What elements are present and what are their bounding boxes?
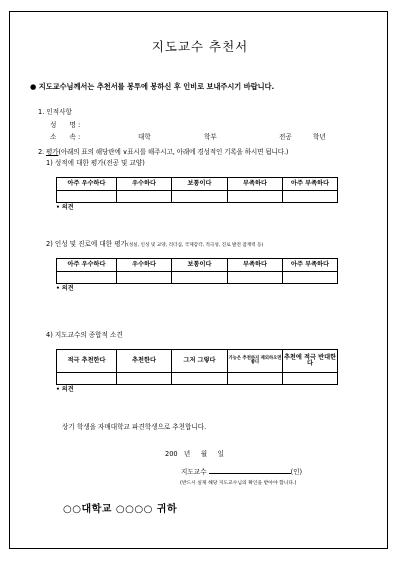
- character-check-average[interactable]: [172, 272, 228, 284]
- date-year: 200: [165, 450, 178, 458]
- seal-mark: (인): [290, 468, 303, 476]
- grades-col-very-poor: 아주 부족하다: [283, 178, 338, 191]
- recommend-col-oppose: 추천에 적극 반대한다: [283, 350, 338, 373]
- grades-check-poor[interactable]: [228, 191, 283, 203]
- name-label: 성 명 :: [50, 121, 81, 129]
- sub2-heading: [46, 238, 263, 248]
- grades-check-very-good[interactable]: [57, 191, 117, 203]
- grades-col-very-good: 아주 우수하다: [57, 178, 117, 191]
- character-check-poor[interactable]: [228, 272, 283, 284]
- recommend-col-strongly: 적극 추천한다: [57, 350, 117, 373]
- affiliation-year: 학년: [313, 133, 326, 141]
- date-month-unit: 월: [200, 450, 208, 458]
- recommend-col-recommend: 추천한다: [117, 350, 172, 373]
- recommend-check-oppose[interactable]: [283, 373, 338, 385]
- section1-heading: 1. 인적사항: [38, 108, 72, 116]
- recommend-check-strongly[interactable]: [57, 373, 117, 385]
- sub2-main: 2) 인성 및 진로에 대한 평가: [46, 240, 127, 248]
- date-year-unit: 년: [183, 450, 191, 458]
- grades-col-average: 보통이다: [172, 178, 228, 191]
- affiliation-dept: 학부: [204, 133, 217, 141]
- character-comment-label: • 의견: [56, 285, 74, 292]
- date-line: [165, 448, 224, 458]
- signature-field[interactable]: [209, 466, 291, 474]
- character-col-very-good: 아주 우수하다: [57, 259, 117, 272]
- grades-rating-table: [56, 177, 338, 203]
- recommend-check-neutral[interactable]: [172, 373, 228, 385]
- affiliation-college: 대학: [138, 133, 151, 141]
- character-col-poor: 부족하다: [228, 259, 283, 272]
- section2-prefix: 2.: [38, 148, 46, 156]
- grades-comment-label: • 의견: [56, 204, 74, 211]
- grades-col-good: 우수하다: [117, 178, 172, 191]
- affiliation-label: 소 속 :: [50, 133, 81, 141]
- character-col-good: 우수하다: [117, 259, 172, 272]
- recommend-col-neutral: 그저 그렇다: [172, 350, 228, 373]
- signature-note: (반드시 실제 해당 지도교수님의 확인을 받아야 합니다.): [180, 481, 297, 486]
- recommend-check-recommend[interactable]: [117, 373, 172, 385]
- character-check-good[interactable]: [117, 272, 172, 284]
- character-check-very-good[interactable]: [57, 272, 117, 284]
- grades-check-very-poor[interactable]: [283, 191, 338, 203]
- recommendation-comment-label: • 의견: [56, 386, 74, 393]
- affiliation-major: 전공: [279, 133, 292, 141]
- grades-check-average[interactable]: [172, 191, 228, 203]
- recommendation-table: [56, 349, 338, 385]
- form-title: 지도교수 추천서: [151, 39, 249, 54]
- sub1-heading: 1) 성적에 대한 평가(전공 및 교양): [46, 159, 145, 167]
- recommend-check-conditional[interactable]: [228, 373, 283, 385]
- section4-heading: 4) 지도교수의 종합적 소견: [46, 331, 123, 339]
- character-check-very-poor[interactable]: [283, 272, 338, 284]
- section2-eval-word: 평가: [45, 148, 59, 156]
- character-col-very-poor: 아주 부족하다: [283, 259, 338, 272]
- grades-check-good[interactable]: [117, 191, 172, 203]
- date-day-unit: 일: [217, 450, 224, 458]
- character-rating-table: [56, 258, 338, 284]
- recommend-col-conditional: 가능은 추천하지 제외하오면 좋다: [228, 350, 283, 373]
- sub2-criteria: (성실, 인성 및 교양, 리더십, 국제감각, 적극성, 진로 발전 잠재력 등): [126, 243, 264, 248]
- closing-statement: 상기 학생을 자매대학교 파견학생으로 추천합니다.: [62, 423, 207, 431]
- addressee-footer: ○○대학교 ○○○○ 귀하: [63, 504, 178, 515]
- section2-heading: [38, 146, 288, 156]
- grades-col-poor: 부족하다: [228, 178, 283, 191]
- signature-label: 지도교수: [181, 468, 207, 476]
- signature-line: [181, 466, 302, 476]
- section2-instructions: (아래의 표의 해당란에 ∨표시를 해주시고, 아래에 경성적인 기록을 하시면 됩니다.): [58, 148, 289, 156]
- character-col-average: 보통이다: [172, 259, 228, 272]
- notice-text: ● 지도교수님께서는 추천서를 봉투에 봉하신 후 인비로 보내주시기 바랍니다.: [30, 82, 275, 91]
